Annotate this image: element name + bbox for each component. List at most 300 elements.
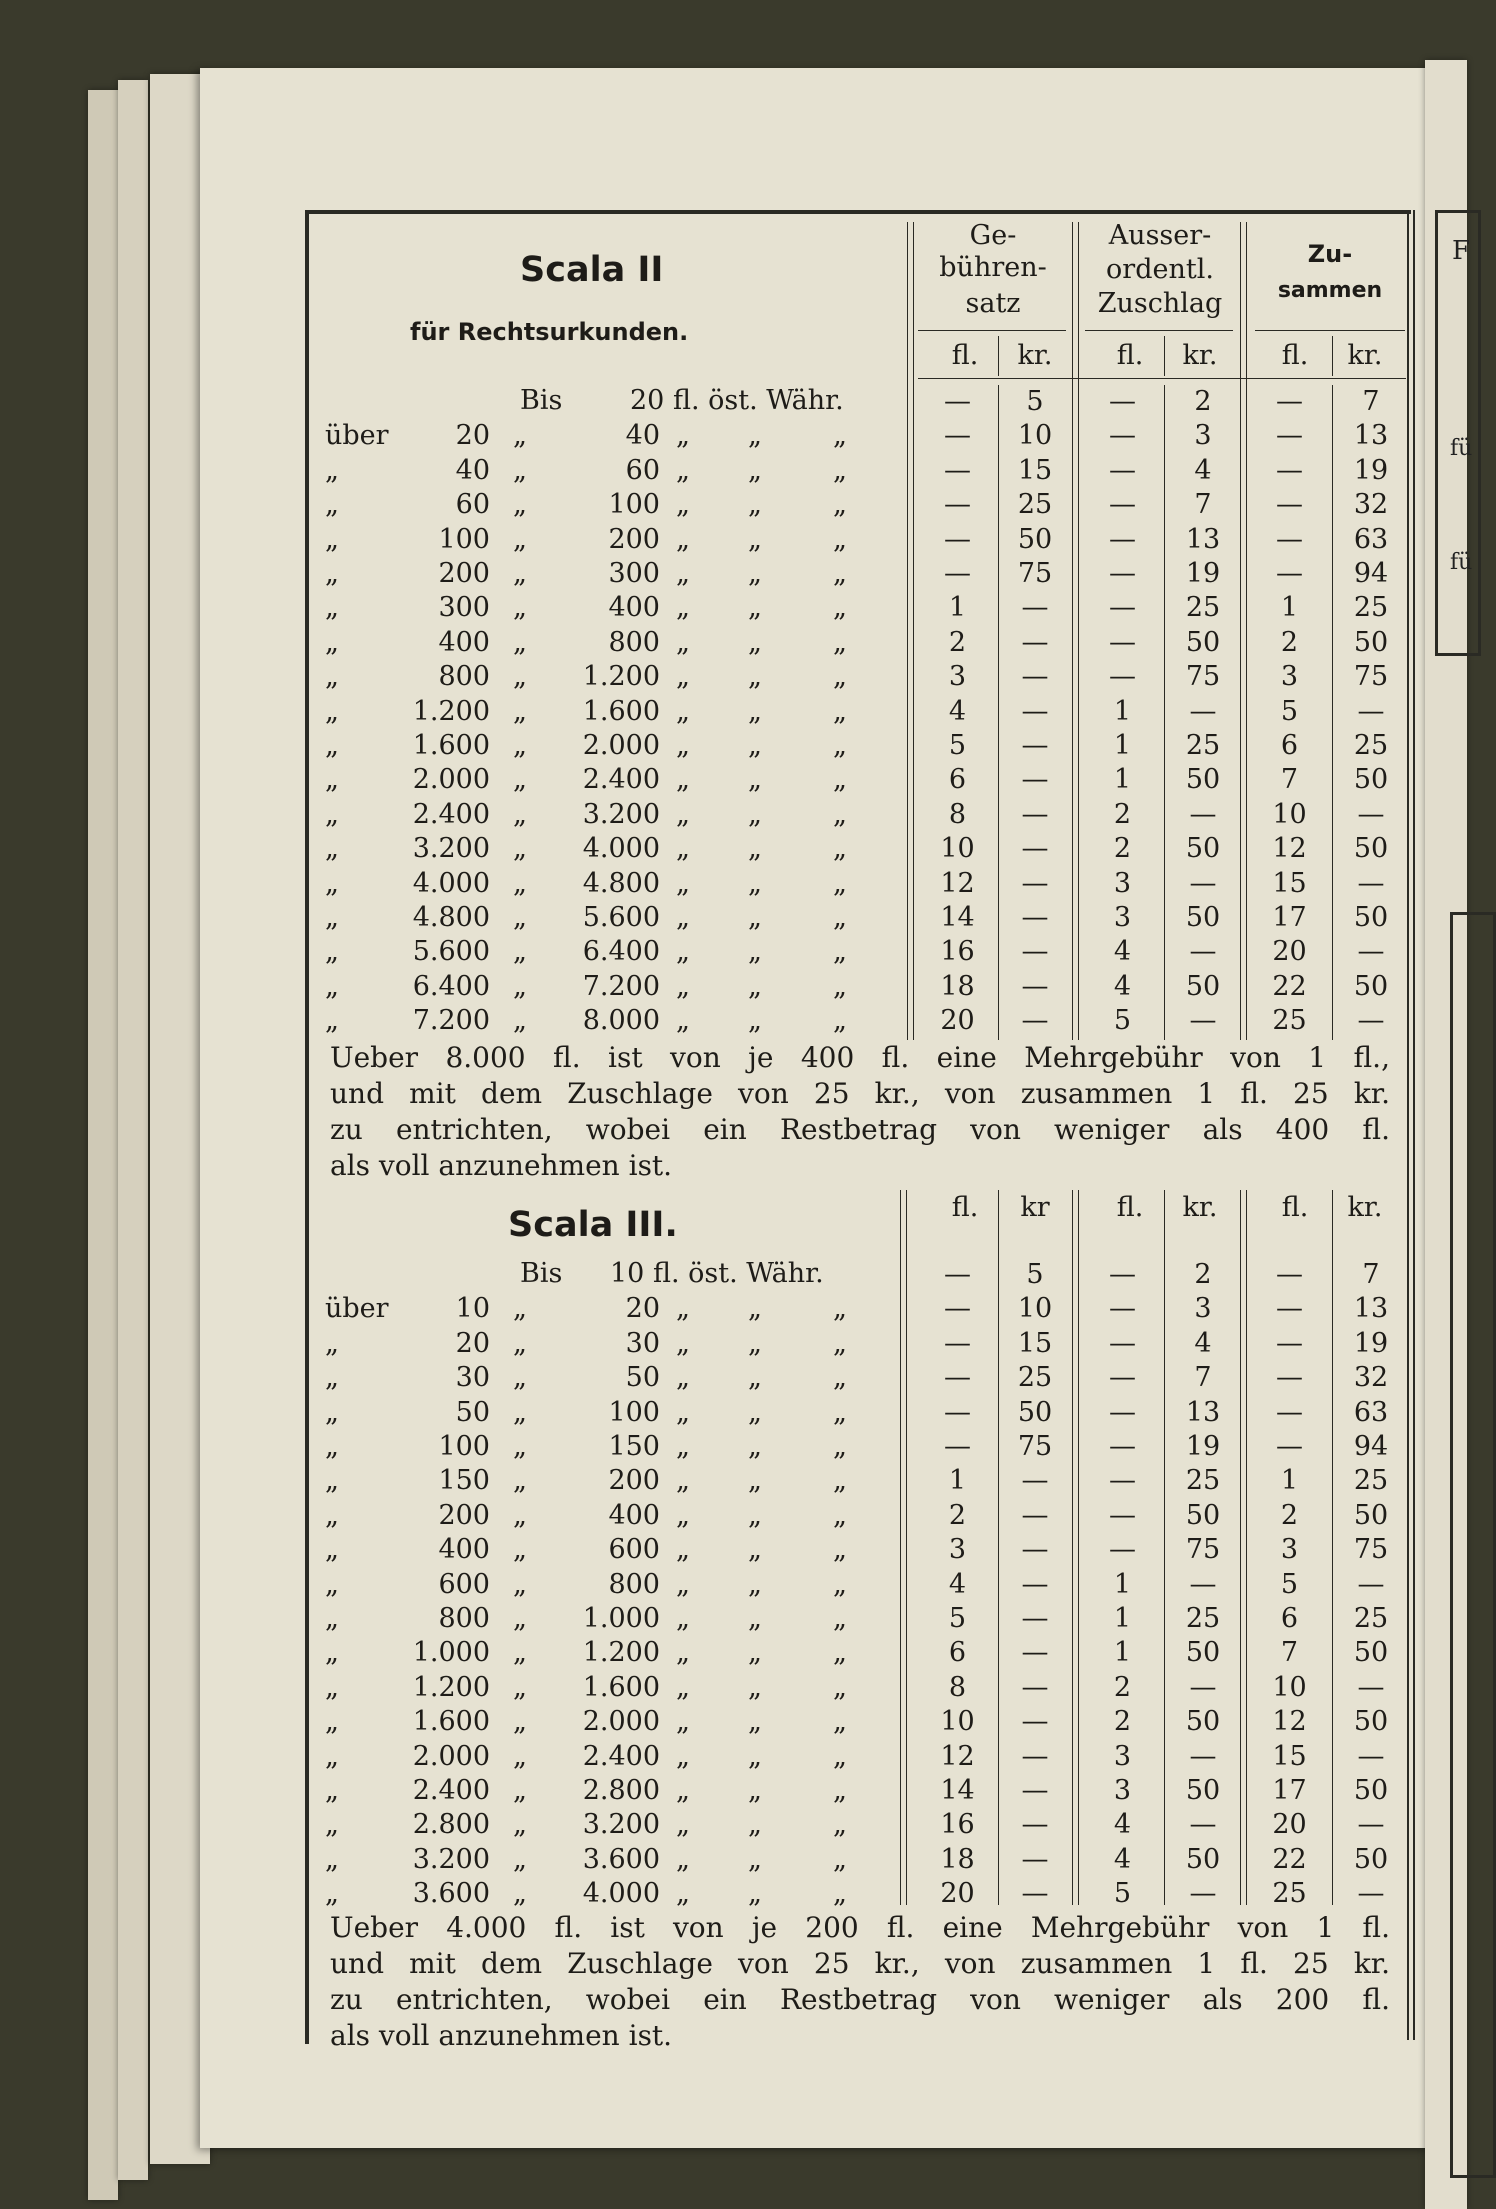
table-cell-a-kr: 50 bbox=[1185, 902, 1221, 933]
table-cell-z-fl: — bbox=[1276, 1327, 1303, 1359]
table-cell-to: 3.200 bbox=[582, 798, 660, 830]
table-cell-g-kr: — bbox=[1021, 764, 1049, 796]
table-cell-z-kr: 13 bbox=[1353, 1293, 1389, 1325]
table-cell-sep: „ bbox=[513, 523, 527, 555]
unit-kr: kr bbox=[1020, 1192, 1050, 1223]
table-cell-from: 50 bbox=[455, 1396, 490, 1428]
table-cell-d2: „ bbox=[833, 936, 847, 968]
table-cell-a-kr: 25 bbox=[1185, 1465, 1221, 1497]
table-cell-a-kr: 2 bbox=[1194, 386, 1212, 417]
table-row bbox=[0, 729, 1467, 763]
table-cell-z-kr: — bbox=[1357, 867, 1385, 899]
table-cell-a-kr: 25 bbox=[1185, 592, 1221, 624]
table-cell-from: 100 bbox=[438, 1431, 490, 1462]
table-cell-d1: „ bbox=[748, 764, 762, 796]
table-cell-z-kr: 50 bbox=[1353, 626, 1389, 658]
table-cell-d2: „ bbox=[833, 1637, 847, 1669]
header-rule bbox=[1085, 330, 1233, 331]
table-cell-g-kr: — bbox=[1021, 1706, 1049, 1738]
table-cell-z-fl: 25 bbox=[1272, 1005, 1307, 1037]
table-cell-from: 300 bbox=[438, 592, 490, 624]
table-cell-a-fl: — bbox=[1109, 1293, 1136, 1325]
table-cell-d1: „ bbox=[748, 1499, 762, 1531]
header-zusammen-1: Zu- bbox=[1307, 240, 1353, 268]
table-cell-d0: „ bbox=[676, 558, 690, 589]
table-cell-d2: „ bbox=[833, 764, 847, 796]
unit-fl: fl. bbox=[1116, 1192, 1144, 1223]
table-cell-a-kr: 7 bbox=[1194, 1362, 1212, 1394]
table-cell-a-kr: 25 bbox=[1185, 1603, 1221, 1634]
note-line: und mit dem Zuschlage von 25 kr., von zusammen 1 fl. 25 kr. bbox=[330, 1947, 1390, 1980]
table-cell-to: 40 bbox=[625, 420, 660, 452]
table-cell-sep: „ bbox=[513, 833, 527, 865]
table-cell-d0: „ bbox=[676, 523, 690, 555]
table-cell-z-kr: 50 bbox=[1353, 764, 1389, 796]
table-cell-from: 600 bbox=[438, 1568, 490, 1600]
table-cell-z-kr: 63 bbox=[1353, 523, 1389, 555]
note-line: und mit dem Zuschlage von 25 kr., von zusammen 1 fl. 25 kr. bbox=[330, 1077, 1390, 1110]
table-cell-d0: „ bbox=[676, 1534, 690, 1566]
table-cell-g-kr: — bbox=[1021, 1637, 1049, 1669]
table-cell-from: 800 bbox=[438, 1603, 490, 1634]
table-cell-d1: „ bbox=[748, 1396, 762, 1428]
table-cell-p: „ bbox=[325, 1465, 339, 1497]
table-cell-d2: „ bbox=[833, 970, 847, 1002]
table-cell-g-fl: — bbox=[944, 558, 971, 589]
table-cell-from: 1.200 bbox=[412, 695, 490, 727]
table-cell-from: 1.200 bbox=[412, 1671, 490, 1703]
table-cell-z-fl: 7 bbox=[1280, 764, 1299, 796]
table-cell-z-kr: 25 bbox=[1353, 1465, 1389, 1497]
table-cell-a-kr: 50 bbox=[1185, 1843, 1221, 1875]
table-cell-z-fl: — bbox=[1276, 523, 1303, 555]
table-cell-d0: „ bbox=[676, 626, 690, 658]
table-cell-to: 1.000 bbox=[582, 1603, 660, 1634]
table-cell-z-fl: — bbox=[1276, 1293, 1303, 1325]
table-cell-d2: „ bbox=[833, 1005, 847, 1037]
table-row bbox=[0, 1602, 1467, 1636]
table-cell-d0: „ bbox=[676, 1775, 690, 1806]
table-cell-g-fl: 5 bbox=[948, 730, 967, 761]
table-cell-z-fl: — bbox=[1276, 454, 1303, 486]
table-cell-a-kr: 3 bbox=[1194, 420, 1212, 452]
table-cell-to: 100 bbox=[608, 489, 660, 521]
table-cell-a-kr: 25 bbox=[1185, 730, 1221, 761]
unit-fl: fl. bbox=[951, 340, 979, 371]
table-cell-g-fl: — bbox=[944, 1259, 971, 1290]
table-row bbox=[0, 763, 1467, 797]
table-cell-d2: „ bbox=[833, 1293, 847, 1325]
table-cell-a-fl: 2 bbox=[1113, 833, 1132, 865]
table-cell-sep: „ bbox=[513, 1740, 527, 1772]
table-cell-d1: „ bbox=[748, 1534, 762, 1566]
table-cell-sep: „ bbox=[513, 1568, 527, 1600]
table-cell-z-fl: 6 bbox=[1280, 1603, 1299, 1634]
table-cell-d1: „ bbox=[748, 1293, 762, 1325]
table-cell-to: 1.200 bbox=[582, 1637, 660, 1669]
table-cell-d0: „ bbox=[676, 1671, 690, 1703]
table-cell-d2: „ bbox=[833, 592, 847, 624]
table-row bbox=[0, 454, 1467, 488]
table-cell-sep: „ bbox=[513, 420, 527, 452]
table-cell-sep: „ bbox=[513, 1843, 527, 1875]
table-cell-p: „ bbox=[325, 489, 339, 521]
table-cell-d1: „ bbox=[748, 592, 762, 624]
table-cell-z-fl: — bbox=[1276, 386, 1303, 417]
table-cell-z-fl: 15 bbox=[1272, 867, 1307, 899]
table-cell-a-kr: 50 bbox=[1185, 1775, 1221, 1806]
table-cell-d0: „ bbox=[676, 902, 690, 933]
table-cell-z-fl: — bbox=[1276, 489, 1303, 521]
table-cell-d2: „ bbox=[833, 1706, 847, 1738]
table-cell-z-kr: 19 bbox=[1353, 1327, 1389, 1359]
header-zuschlag-3: Zuschlag bbox=[1097, 288, 1223, 319]
table-cell-g-fl: 6 bbox=[948, 1637, 967, 1669]
table-cell-z-fl: 10 bbox=[1272, 1671, 1307, 1703]
table-cell-d2: „ bbox=[833, 454, 847, 486]
table-cell-to: 3.600 bbox=[582, 1843, 660, 1875]
table-cell-z-kr: 94 bbox=[1353, 1431, 1389, 1462]
table-cell-z-kr: 7 bbox=[1362, 386, 1380, 417]
table-cell-to: 1.600 bbox=[582, 1671, 660, 1703]
table-cell-from: 2.000 bbox=[412, 1740, 490, 1772]
table-cell-sep: „ bbox=[513, 1431, 527, 1462]
table-cell-a-fl: — bbox=[1109, 1362, 1136, 1394]
table-cell-from: 1.600 bbox=[412, 1706, 490, 1738]
column-rule bbox=[1164, 336, 1165, 376]
table-cell-sep: „ bbox=[513, 1878, 527, 1910]
table-row bbox=[0, 1740, 1467, 1774]
table-cell-to: 100 bbox=[608, 1396, 660, 1428]
table-cell-a-kr: 13 bbox=[1185, 1396, 1221, 1428]
table-cell-from: 1.000 bbox=[412, 1637, 490, 1669]
table-cell-from: 800 bbox=[438, 661, 490, 693]
table-cell-g-kr: — bbox=[1021, 798, 1049, 830]
table-cell-to: 1.200 bbox=[582, 661, 660, 693]
table-cell-z-fl: — bbox=[1276, 1362, 1303, 1394]
table-cell-to: 800 bbox=[608, 1568, 660, 1600]
table-cell-z-kr: 50 bbox=[1353, 970, 1389, 1002]
table-cell-sep: „ bbox=[513, 936, 527, 968]
table-cell-d2: „ bbox=[833, 1843, 847, 1875]
table-cell-d2: „ bbox=[833, 1465, 847, 1497]
table-cell-from: 4.800 bbox=[412, 902, 490, 933]
table-cell-d0: „ bbox=[676, 1809, 690, 1841]
table-cell-sep: „ bbox=[513, 454, 527, 486]
table-cell-g-fl: 8 bbox=[948, 798, 967, 830]
table-cell-a-kr: 50 bbox=[1185, 1706, 1221, 1738]
table-cell-z-kr: 50 bbox=[1353, 1499, 1389, 1531]
table-cell-g-fl: 8 bbox=[948, 1671, 967, 1703]
note-line: zu entrichten, wobei ein Restbetrag von weniger als 200 fl. bbox=[330, 1983, 1390, 2016]
table-cell-to: 200 bbox=[608, 1465, 660, 1497]
table-cell-z-fl: 2 bbox=[1280, 1499, 1299, 1531]
table-cell-z-kr: 75 bbox=[1353, 1534, 1389, 1566]
table-cell-d0: „ bbox=[676, 730, 690, 761]
table-cell-g-fl: — bbox=[944, 454, 971, 486]
table-cell-p: „ bbox=[325, 764, 339, 796]
table-cell-a-kr: — bbox=[1189, 1671, 1217, 1703]
table-cell-d0: „ bbox=[676, 1499, 690, 1531]
table-cell-g-fl: 1 bbox=[948, 592, 967, 624]
table-cell-a-kr: 19 bbox=[1185, 558, 1221, 589]
table-cell-from: 2.400 bbox=[412, 798, 490, 830]
table-cell-a-kr: — bbox=[1189, 936, 1217, 968]
table-cell-z-kr: 50 bbox=[1353, 902, 1389, 933]
table-cell-a-kr: — bbox=[1189, 1878, 1217, 1910]
table-cell-to: 400 bbox=[608, 1499, 660, 1531]
table-cell-a-kr: 50 bbox=[1185, 833, 1221, 865]
table-cell-a-kr: 50 bbox=[1185, 1499, 1221, 1531]
table-row bbox=[0, 695, 1467, 729]
table-cell-g-kr: — bbox=[1021, 1499, 1049, 1531]
table-cell-p: „ bbox=[325, 730, 339, 761]
table-cell-g-fl: — bbox=[944, 1396, 971, 1428]
table-cell-to: 600 bbox=[608, 1534, 660, 1566]
table-cell-a-fl: 1 bbox=[1113, 1603, 1132, 1634]
next-page-text: fü bbox=[1450, 436, 1473, 461]
table-cell-g-kr: — bbox=[1021, 1878, 1049, 1910]
table-cell-sep: „ bbox=[513, 970, 527, 1002]
table-cell-p: „ bbox=[325, 902, 339, 933]
table-cell-sep: „ bbox=[513, 1706, 527, 1738]
table-cell-g-kr: — bbox=[1021, 1534, 1049, 1566]
table-cell-p: „ bbox=[325, 867, 339, 899]
table-cell-z-fl: 25 bbox=[1272, 1878, 1307, 1910]
table-cell-to: 50 bbox=[625, 1362, 660, 1394]
table-cell-sep: „ bbox=[513, 867, 527, 899]
table-cell-to: 7.200 bbox=[582, 970, 660, 1002]
unit-kr: kr. bbox=[1017, 340, 1053, 371]
table-cell-z-fl: 5 bbox=[1280, 695, 1299, 727]
table-cell-p: „ bbox=[325, 1005, 339, 1037]
table-cell-g-kr: — bbox=[1021, 1775, 1049, 1806]
table-row bbox=[0, 1533, 1467, 1567]
table-cell-z-kr: — bbox=[1357, 1568, 1385, 1600]
table-cell-p: „ bbox=[325, 1671, 339, 1703]
table-cell-a-fl: 2 bbox=[1113, 1671, 1132, 1703]
table-cell-a-kr: — bbox=[1189, 867, 1217, 899]
table-cell-z-fl: 15 bbox=[1272, 1740, 1307, 1772]
header-gebuehren-2: bühren- bbox=[939, 252, 1047, 283]
table-cell-p: über bbox=[325, 1293, 389, 1325]
table-cell-d1: „ bbox=[748, 1843, 762, 1875]
table-cell-d1: „ bbox=[748, 1568, 762, 1600]
table-cell-z-kr: 32 bbox=[1353, 489, 1389, 521]
table-cell-z-fl: 20 bbox=[1272, 936, 1307, 968]
table-cell-a-kr: 50 bbox=[1185, 1637, 1221, 1669]
table-cell-from: 10 bbox=[455, 1293, 490, 1325]
table-cell-d2: „ bbox=[833, 1568, 847, 1600]
header-rule bbox=[918, 330, 1066, 331]
table-row bbox=[0, 1877, 1467, 1911]
table-cell-z-fl: 3 bbox=[1280, 1534, 1299, 1566]
table-cell-z-fl: 1 bbox=[1280, 592, 1299, 624]
table-cell-p: „ bbox=[325, 695, 339, 727]
table-cell-g-fl: 14 bbox=[940, 902, 975, 933]
table-cell-sep: „ bbox=[513, 489, 527, 521]
table-cell-p: „ bbox=[325, 1327, 339, 1359]
table-row bbox=[0, 832, 1467, 866]
table-cell-d1: „ bbox=[748, 1465, 762, 1497]
table-cell-sep: „ bbox=[513, 1534, 527, 1566]
unit-kr: kr. bbox=[1347, 340, 1383, 371]
table-cell-d2: „ bbox=[833, 1878, 847, 1910]
table-cell-d1: „ bbox=[748, 798, 762, 830]
table-cell-a-fl: 4 bbox=[1113, 1809, 1132, 1841]
table-cell-z-kr: 75 bbox=[1353, 661, 1389, 693]
table-cell-to: 150 bbox=[608, 1431, 660, 1462]
table-cell-a-fl: — bbox=[1109, 1327, 1136, 1359]
table-cell-d1: „ bbox=[748, 730, 762, 761]
table-cell-from: 3.200 bbox=[412, 833, 490, 865]
table-cell-from: 20 bbox=[455, 1327, 490, 1359]
table-cell-sep: „ bbox=[513, 798, 527, 830]
table-cell-p: über bbox=[325, 420, 389, 452]
table-cell-d2: „ bbox=[833, 489, 847, 521]
table-cell-p: „ bbox=[325, 1534, 339, 1566]
table-cell-z-fl: — bbox=[1276, 1259, 1303, 1290]
table-cell-a-kr: 50 bbox=[1185, 626, 1221, 658]
table-cell-a-kr: 19 bbox=[1185, 1431, 1221, 1462]
table-cell-sep: „ bbox=[513, 1809, 527, 1841]
table-cell-a-kr: — bbox=[1189, 1568, 1217, 1600]
table-cell-to: 2.400 bbox=[582, 1740, 660, 1772]
table-cell-sep: „ bbox=[513, 1671, 527, 1703]
table-row bbox=[0, 626, 1467, 660]
table-cell-sep: „ bbox=[513, 1465, 527, 1497]
table-cell-d1: „ bbox=[748, 970, 762, 1002]
table-cell-z-kr: 25 bbox=[1353, 592, 1389, 624]
table-cell-to: 60 bbox=[625, 454, 660, 486]
scala3-first-row-label: Bis bbox=[520, 1258, 563, 1289]
table-cell-g-fl: — bbox=[944, 1327, 971, 1359]
table-cell-d1: „ bbox=[748, 489, 762, 521]
table-cell-g-kr: 5 bbox=[1026, 386, 1044, 417]
table-row bbox=[0, 1705, 1467, 1739]
table-cell-sep: „ bbox=[513, 764, 527, 796]
table-row bbox=[0, 1808, 1467, 1842]
note-line: als voll anzunehmen ist. bbox=[330, 2019, 673, 2052]
table-cell-z-kr: 25 bbox=[1353, 1603, 1389, 1634]
table-cell-d1: „ bbox=[748, 1005, 762, 1037]
table-cell-z-kr: — bbox=[1357, 1878, 1385, 1910]
table-cell-d2: „ bbox=[833, 661, 847, 693]
table-cell-z-fl: 17 bbox=[1272, 902, 1307, 933]
table-cell-a-fl: — bbox=[1109, 1465, 1136, 1497]
table-cell-to: 2.000 bbox=[582, 730, 660, 761]
table-cell-d1: „ bbox=[748, 1878, 762, 1910]
table-cell-g-kr: — bbox=[1021, 1671, 1049, 1703]
table-cell-a-fl: 4 bbox=[1113, 1843, 1132, 1875]
table-row bbox=[0, 1004, 1467, 1038]
table-cell-g-kr: — bbox=[1021, 1465, 1049, 1497]
header-rule bbox=[918, 378, 1406, 379]
table-cell-a-fl: 3 bbox=[1113, 867, 1132, 899]
scala2-first-row-label: Bis bbox=[520, 385, 563, 416]
scala2-title: Scala II bbox=[520, 250, 664, 290]
table-cell-z-kr: 32 bbox=[1353, 1362, 1389, 1394]
table-cell-p: „ bbox=[325, 558, 339, 589]
table-cell-d2: „ bbox=[833, 1499, 847, 1531]
table-cell-d2: „ bbox=[833, 1431, 847, 1462]
table-cell-from: 60 bbox=[455, 489, 490, 521]
table-cell-g-kr: — bbox=[1021, 1603, 1049, 1634]
table-cell-a-kr: 4 bbox=[1194, 454, 1212, 486]
table-row bbox=[0, 1430, 1467, 1464]
table-cell-g-kr: — bbox=[1021, 867, 1049, 899]
table-cell-g-fl: 5 bbox=[948, 1603, 967, 1634]
table-cell-d0: „ bbox=[676, 1327, 690, 1359]
table-cell-p: „ bbox=[325, 1603, 339, 1634]
table-row bbox=[0, 523, 1467, 557]
table-cell-g-kr: — bbox=[1021, 1740, 1049, 1772]
table-cell-z-fl: 5 bbox=[1280, 1568, 1299, 1600]
table-cell-sep: „ bbox=[513, 695, 527, 727]
table-cell-d1: „ bbox=[748, 420, 762, 452]
table-cell-to: 5.600 bbox=[582, 902, 660, 933]
table-cell-z-kr: — bbox=[1357, 1671, 1385, 1703]
note-line: zu entrichten, wobei ein Restbetrag von weniger als 400 fl. bbox=[330, 1113, 1390, 1146]
table-cell-d1: „ bbox=[748, 1327, 762, 1359]
table-cell-p: „ bbox=[325, 1706, 339, 1738]
table-cell-to: 4.800 bbox=[582, 867, 660, 899]
table-cell-a-fl: — bbox=[1109, 489, 1136, 521]
table-cell-sep: „ bbox=[513, 1499, 527, 1531]
header-zuschlag-2: ordentl. bbox=[1106, 254, 1214, 285]
table-cell-d1: „ bbox=[748, 1637, 762, 1669]
table-cell-z-fl: 7 bbox=[1280, 1637, 1299, 1669]
table-cell-sep: „ bbox=[513, 1005, 527, 1037]
table-cell-d2: „ bbox=[833, 695, 847, 727]
table-cell-d0: „ bbox=[676, 454, 690, 486]
scala3-note bbox=[330, 1910, 1390, 2054]
table-row bbox=[0, 557, 1467, 591]
table-cell-g-kr: — bbox=[1021, 1005, 1049, 1037]
table-cell-from: 3.200 bbox=[412, 1843, 490, 1875]
table-cell-z-fl: 6 bbox=[1280, 730, 1299, 761]
table-cell-to: 1.600 bbox=[582, 695, 660, 727]
table-cell-from: 30 bbox=[455, 1362, 490, 1394]
table-cell-a-fl: 1 bbox=[1113, 764, 1132, 796]
table-cell-a-kr: 7 bbox=[1194, 489, 1212, 521]
table-cell-a-kr: — bbox=[1189, 798, 1217, 830]
table-row bbox=[0, 1843, 1467, 1877]
unit-fl: fl. bbox=[1116, 340, 1144, 371]
table-cell-d0: „ bbox=[676, 1005, 690, 1037]
table-cell-p: „ bbox=[325, 1809, 339, 1841]
table-cell-from: 40 bbox=[455, 454, 490, 486]
table-cell-to: 20 bbox=[625, 1293, 660, 1325]
table-cell-d0: „ bbox=[676, 1362, 690, 1394]
table-cell-g-kr: — bbox=[1021, 970, 1049, 1002]
table-cell-from: 2.000 bbox=[412, 764, 490, 796]
table-cell-d1: „ bbox=[748, 1362, 762, 1394]
table-cell-g-fl: 10 bbox=[940, 1706, 975, 1738]
table-cell-d1: „ bbox=[748, 936, 762, 968]
table-cell-sep: „ bbox=[513, 1603, 527, 1634]
scala2-subtitle: für Rechtsurkunden. bbox=[410, 318, 689, 346]
table-cell-d0: „ bbox=[676, 1396, 690, 1428]
table-cell-p: „ bbox=[325, 1568, 339, 1600]
table-cell-p: „ bbox=[325, 523, 339, 555]
table-cell-z-fl: — bbox=[1276, 420, 1303, 452]
table-cell-d0: „ bbox=[676, 1568, 690, 1600]
table-cell-p: „ bbox=[325, 1740, 339, 1772]
table-row bbox=[0, 901, 1467, 935]
table-cell-sep: „ bbox=[513, 1775, 527, 1806]
table-cell-from: 200 bbox=[438, 558, 490, 589]
